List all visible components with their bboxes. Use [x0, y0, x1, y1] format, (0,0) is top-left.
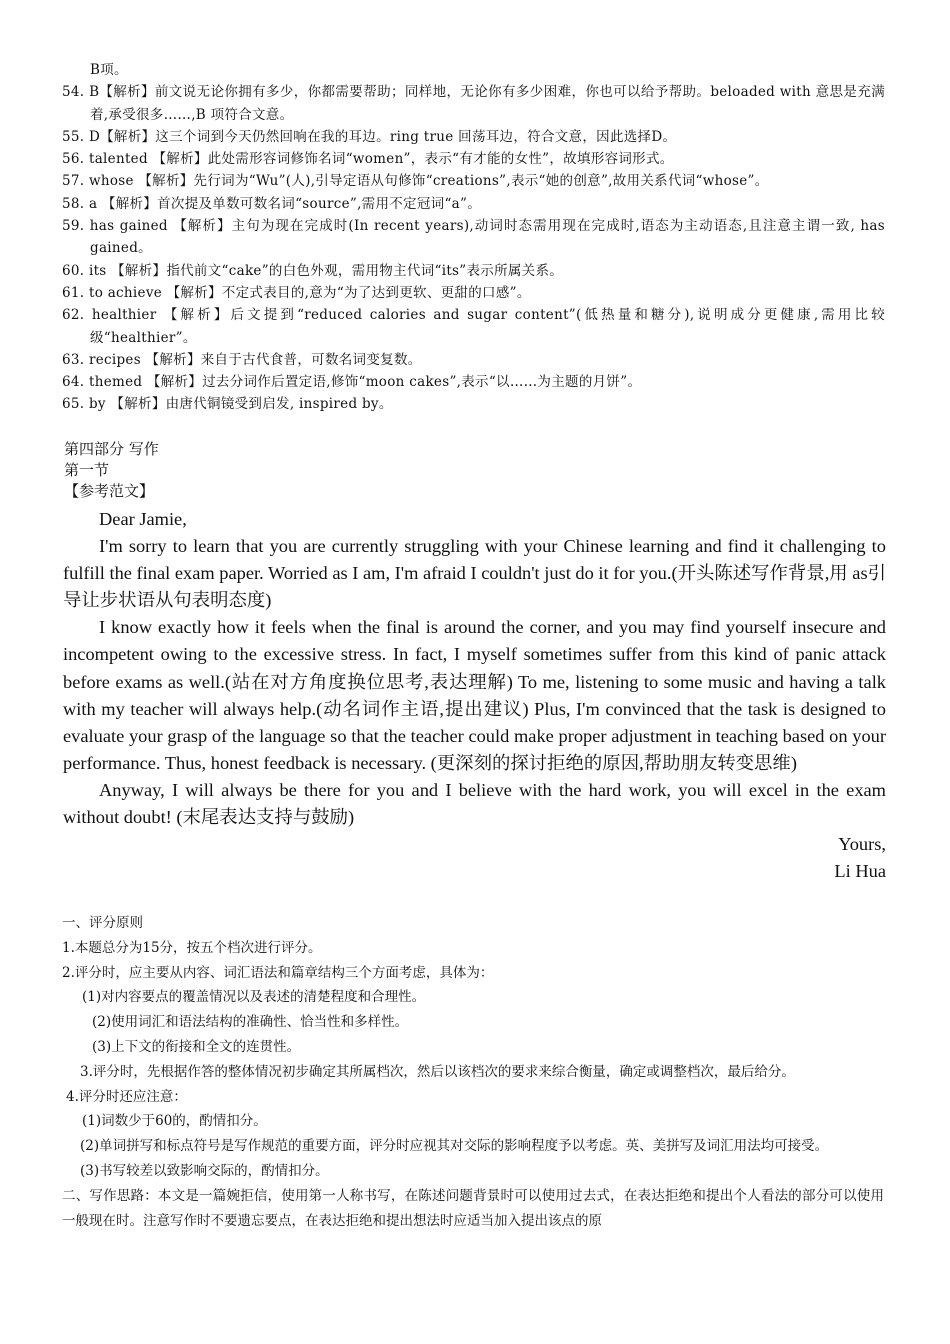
answer-number: 57.: [62, 173, 85, 190]
answer-continuation: B项。: [90, 62, 128, 78]
essay-paragraph-3: Anyway, I will always be there for you and I believe with the hard work, you will excel in the exam without doubt! (末尾表达支持与鼓励): [63, 779, 886, 828]
answer-item: [0, 215, 950, 260]
answer-text: to achieve 【解析】不定式表目的,意为“为了达到更软、更甜的口感”。: [88, 284, 531, 301]
answer-item: [0, 170, 950, 192]
answer-text: its 【解析】指代前文“cake”的白色外观，需用物主代词“its”表示所属关系。: [88, 262, 564, 279]
rubric-rule-2c: (3)上下文的衔接和全文的连贯性。: [92, 1038, 301, 1055]
answer-number: 56.: [62, 151, 85, 168]
rubric-rule-2b: (2)使用词汇和语法结构的准确性、恰当性和多样性。: [92, 1014, 409, 1031]
answer-number: 63.: [62, 351, 85, 368]
answer-item: [0, 148, 950, 170]
rubric-title: 一、评分原则: [62, 915, 143, 931]
answer-text: a 【解析】首次提及单数可数名词“source”,需用不定冠词“a”。: [88, 195, 482, 212]
essay-greeting: Dear Jamie,: [99, 509, 187, 529]
writing-ideas: 二、写作思路：本文是一篇婉拒信，使用第一人称书写，在陈述问题背景时可以使用过去式，在表达拒绝和提出个人看法的部分可以使用一般现在时。注意写作时不要遗忘要点，在表达拒绝和提出想法时应适当加入提出该点的原: [62, 1187, 884, 1229]
part-heading: 第四部分 写作: [64, 440, 159, 458]
answer-number: 58.: [62, 195, 85, 212]
answer-item: [0, 349, 950, 371]
rubric-rule-1: 1.本题总分为15分，按五个档次进行评分。: [62, 939, 322, 956]
rubric-rule-4c: (3)书写较差以致影响交际的，酌情扣分。: [80, 1162, 329, 1179]
section-heading: 第一节: [64, 461, 110, 479]
essay-signature: Li Hua: [834, 861, 886, 882]
answer-number: 55.: [62, 128, 85, 145]
answer-text: by 【解析】由唐代铜镜受到启发, inspired by。: [88, 396, 393, 413]
answer-text: healthier 【解析】后文提到“reduced calories and sugar content”(低热量和糖分),说明成分更健康,需用比较级“healthier”。: [90, 307, 886, 346]
section-headings: [0, 439, 950, 502]
answer-text: D【解析】这三个词到今天仍然回响在我的耳边。ring true 回荡耳边，符合文意，因此选择D。: [88, 128, 677, 145]
answer-number: 65.: [62, 396, 85, 413]
rubric-rule-4a: (1)词数少于60的，酌情扣分。: [82, 1113, 267, 1130]
answer-item: [0, 126, 950, 148]
sample-heading: 【参考范文】: [64, 482, 155, 500]
answer-item: [0, 393, 950, 415]
answer-item: [0, 260, 950, 282]
answer-text: whose 【解析】先行词为“Wu”(人),引导定语从句修饰“creations”,表示“她的创意”,故用关系代词“whose”。: [88, 173, 769, 190]
rubric-rule-3: 3.评分时，先根据作答的整体情况初步确定其所属档次，然后以该档次的要求来综合衡量，确定或调整档次，最后给分。: [80, 1063, 795, 1080]
answer-explanations: [0, 59, 950, 416]
answer-text: themed 【解析】过去分词作后置定语,修饰“moon cakes”,表示“以……为主题的月饼”。: [88, 374, 642, 391]
answer-item: [0, 371, 950, 393]
rubric-rule-2: 2.评分时，应主要从内容、词汇语法和篇章结构三个方面考虑，具体为：: [62, 964, 494, 981]
essay-closing: Yours,: [838, 834, 886, 855]
answer-number: 61.: [62, 284, 85, 301]
rubric-rule-4b: (2)单词拼写和标点符号是写作规范的重要方面，评分时应视其对交际的影响程度予以考虑。英、美拼写及词汇用法均可接受。: [80, 1138, 829, 1155]
answer-number: 62.: [62, 307, 85, 324]
scoring-rubric: [0, 911, 950, 1233]
answer-text: B【解析】前文说无论你拥有多少，你都需要帮助；同样地，无论你有多少困难，你也可以给予帮助。beloaded with 意思是充满着,承受很多……,B 项符合文意。: [89, 84, 886, 123]
sample-essay: [0, 506, 950, 885]
answer-item: [0, 193, 950, 215]
essay-paragraph-1: I'm sorry to learn that you are currently struggling with your Chinese learning and find it challenging to fulfill the final exam paper. Worried as I am, I'm afraid I couldn't just do it for you.(开头陈述写作背景,用 as引导让步状语从句表明态度): [63, 536, 887, 611]
rubric-rule-4: 4.评分时还应注意：: [66, 1088, 187, 1105]
answer-item: [0, 304, 950, 349]
answer-number: 60.: [62, 262, 85, 279]
answer-number: 54.: [62, 84, 85, 101]
essay-paragraph-2: I know exactly how it feels when the final is around the corner, and you may find yourself insecure and incompetent owing to the excessive stress. In fact, I myself sometimes suffer from this kind of panic attack before exams as well.(站在对方角度换位思考,表达理解) To me, listening to some music and having a talk with my teacher will always help.(动名词作主语,提出建议) Plus, I'm convinced that the task is designed to evaluate your grasp of the language so that the teacher could make proper adjustment in teaching based on your performance. Thus, honest feedback is necessary. (更深刻的探讨拒绝的原因,帮助朋友转变思维): [63, 617, 886, 773]
answer-item: [0, 282, 950, 304]
answer-text: recipes 【解析】来自于古代食普，可数名词变复数。: [88, 351, 422, 368]
answer-number: 59.: [62, 218, 85, 235]
answer-text: talented 【解析】此处需形容词修饰名词“women”，表示“有才能的女性”，故填形容词形式。: [88, 151, 674, 168]
answer-number: 64.: [62, 374, 85, 391]
answer-text: has gained 【解析】主句为现在完成时(In recent years),动词时态需用现在完成时,语态为主动语态,且注意主谓一致, has gained。: [89, 218, 885, 257]
rubric-rule-2a: (1)对内容要点的覆盖情况以及表述的清楚程度和合理性。: [82, 989, 426, 1006]
answer-item: [0, 81, 950, 126]
